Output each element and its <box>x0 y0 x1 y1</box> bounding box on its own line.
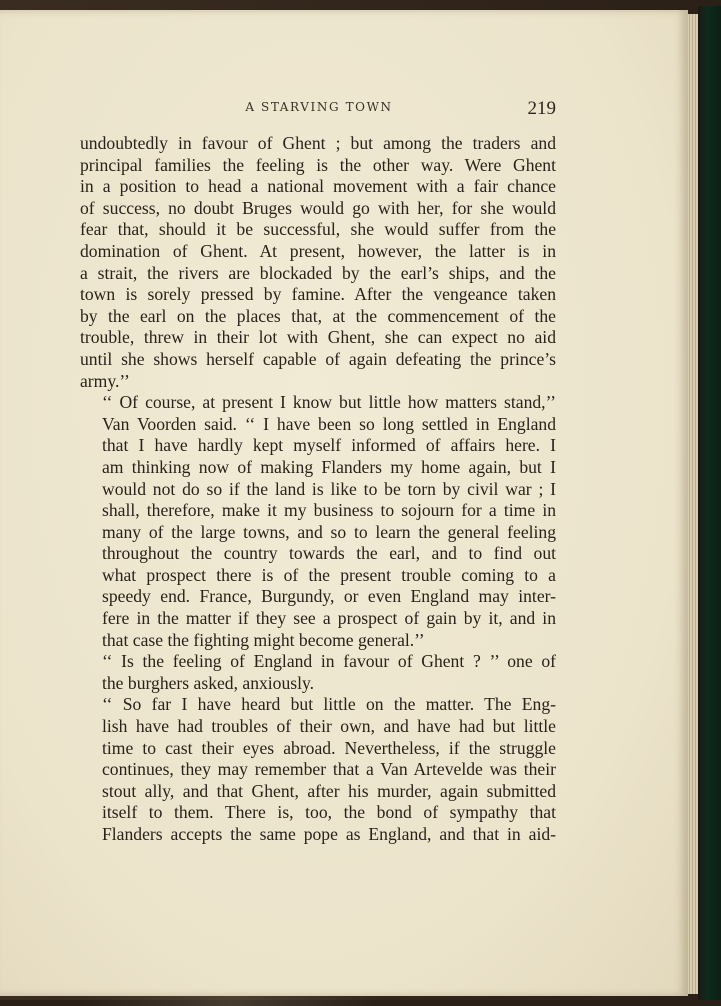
text-line: ‘‘ So far I have heard but little on the matter. The Eng- <box>102 694 556 715</box>
body-text <box>80 133 556 846</box>
text-line: fear that, should it be successful, she would suffer from the <box>80 219 556 240</box>
paragraph <box>80 133 556 392</box>
page-header <box>82 98 556 122</box>
running-head: A STARVING TOWN <box>245 100 393 114</box>
text-line: shall, therefore, make it my business to sojourn for a time in <box>102 500 556 521</box>
text-line: of success, no doubt Bruges would go with her, for she would <box>80 197 556 218</box>
paragraph <box>80 694 556 845</box>
text-line: ‘‘ Of course, at present I know but little how matters stand,’’ <box>102 392 556 413</box>
text-line: the burghers asked, anxiously. <box>102 672 315 693</box>
text-line: fere in the matter if they see a prospect of gain by it, and in <box>102 608 556 629</box>
text-line: by the earl on the places that, at the commencement of the <box>80 305 556 326</box>
text-line: a strait, the rivers are blockaded by the earl’s ships, and the <box>80 262 556 283</box>
text-line: that I have hardly kept myself informed of affairs here. I <box>102 435 556 456</box>
text-line: continues, they may remember that a Van Artevelde was their <box>102 759 556 780</box>
text-line: that case the fighting might become general.’’ <box>102 629 425 650</box>
text-line: town is sorely pressed by famine. After the vengeance taken <box>80 284 556 305</box>
text-line: in a position to head a national movement with a fair chance <box>80 176 556 197</box>
text-line: trouble, threw in their lot with Ghent, she can expect no aid <box>80 327 556 348</box>
text-line: ‘‘ Is the feeling of England in favour of Ghent ? ’’ one of <box>102 651 556 672</box>
text-line: undoubtedly in favour of Ghent ; but among the traders and <box>80 133 556 153</box>
text-line: until she shows herself capable of again defeating the prince’s <box>80 348 556 369</box>
paragraph <box>80 392 556 651</box>
text-line: domination of Ghent. At present, however, the latter is in <box>80 240 556 261</box>
text-line: itself to them. There is, too, the bond of sympathy that <box>102 802 556 823</box>
text-line: what prospect there is of the present trouble coming to a <box>102 564 556 585</box>
text-line: army.’’ <box>80 370 130 391</box>
text-line: stout ally, and that Ghent, after his murder, again submitted <box>102 780 556 801</box>
page-number: 219 <box>527 98 556 119</box>
text-line: throughout the country towards the earl, and to find out <box>102 543 556 564</box>
text-line: speedy end. France, Burgundy, or even England may inter- <box>102 586 556 607</box>
book-cover-edge <box>698 6 721 1000</box>
page-smudge <box>80 996 380 1006</box>
text-line: many of the large towns, and so to learn the general feeling <box>102 521 556 542</box>
text-line: Van Voorden said. ‘‘ I have been so long settled in England <box>102 413 556 434</box>
paragraph <box>80 651 556 694</box>
text-line: lish have had troubles of their own, and have had but little <box>102 716 556 737</box>
text-line: time to cast their eyes abroad. Nevertheless, if the struggle <box>102 737 556 758</box>
text-line: would not do so if the land is like to be torn by civil war ; I <box>102 478 556 499</box>
text-line: principal families the feeling is the other way. Were Ghent <box>80 154 556 175</box>
text-line: am thinking now of making Flanders my home again, but I <box>102 456 556 477</box>
text-line: Flanders accepts the same pope as England, and that in aid- <box>102 824 556 844</box>
